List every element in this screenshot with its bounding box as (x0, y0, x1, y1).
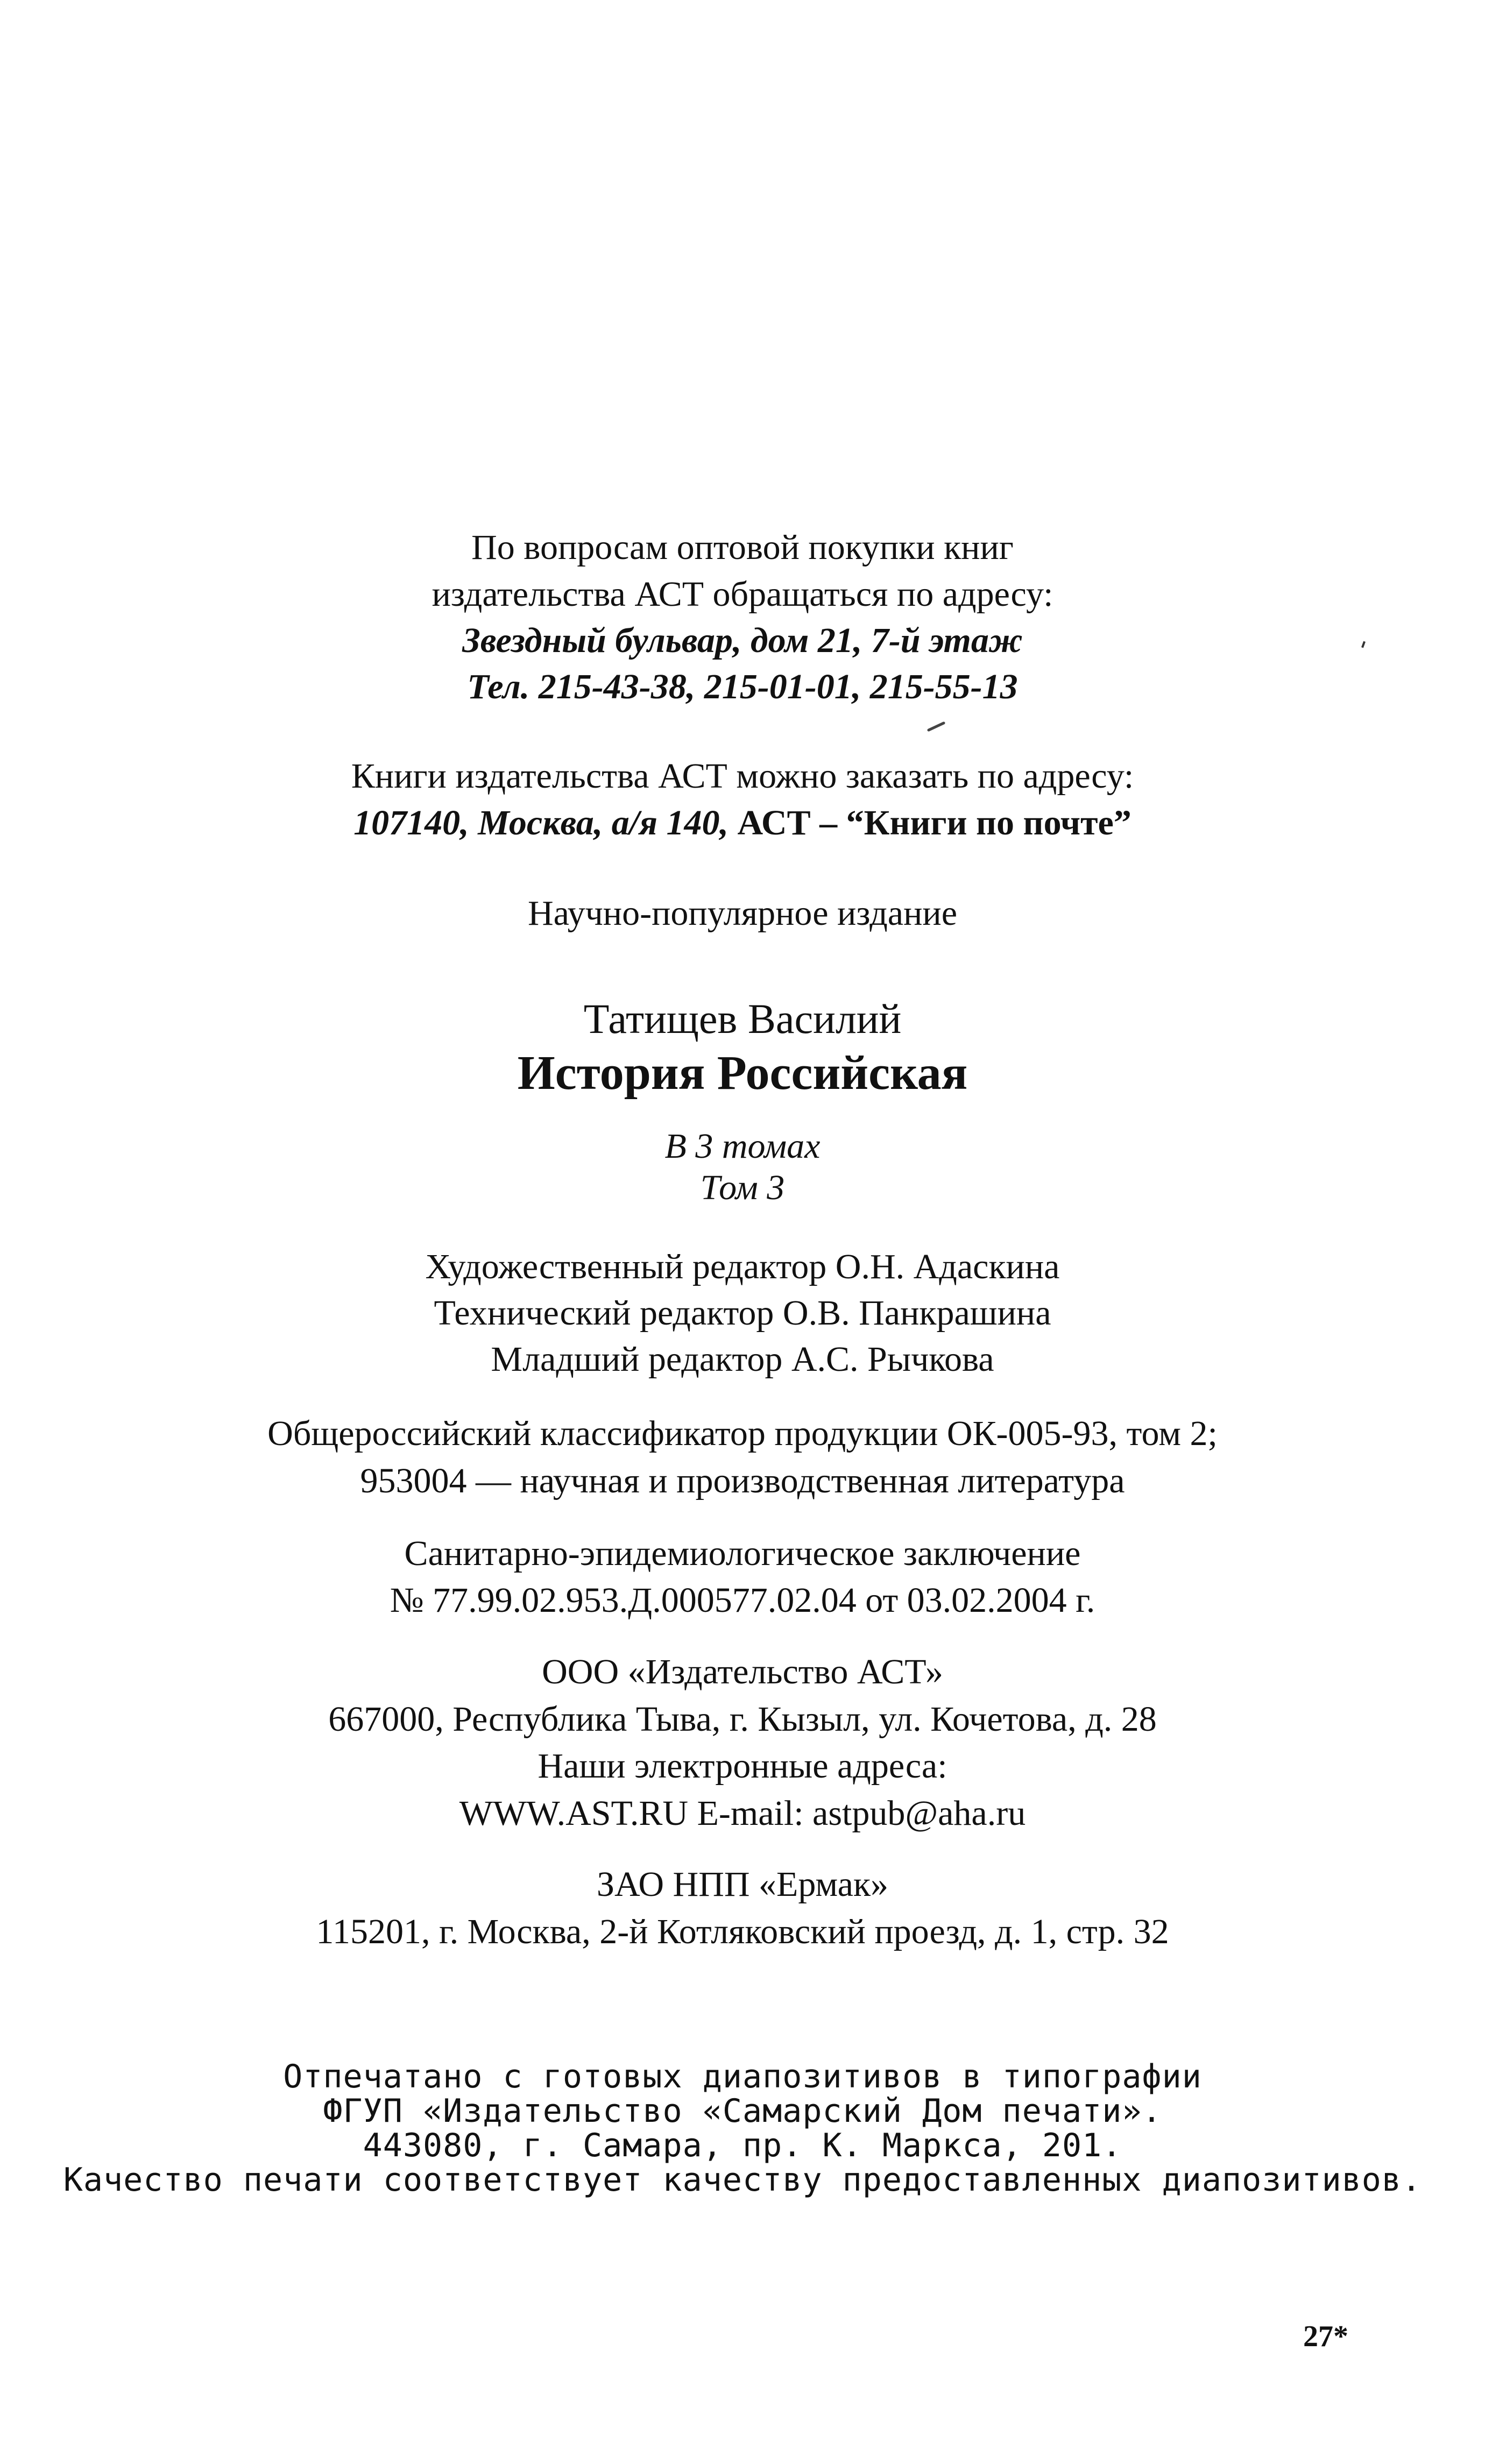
volume-current: Том 3 (700, 1168, 785, 1207)
publisher-name: ООО «Издательство АСТ» (542, 1652, 943, 1691)
sanitary-line-2: № 77.99.02.953.Д.000577.02.04 от 03.02.2004 г. (390, 1581, 1095, 1620)
wholesale-phones: Тел. 215-43-38, 215-01-01, 215-55-13 (467, 667, 1018, 706)
mail-order-address-italic: 107140, Москва, а/я 140, (353, 803, 729, 842)
mail-order-line-1: Книги издательства АСТ можно заказать по адресу: (351, 756, 1134, 796)
classifier-line-2: 953004 — научная и производственная литература (360, 1461, 1125, 1500)
wholesale-line-2: издательства АСТ обращаться по адресу: (432, 575, 1053, 614)
printing-line-3: 443080, г. Самара, пр. К. Маркса, 201. (363, 2127, 1122, 2164)
printing-line-4: Качество печати соответствует качеству предоставленных диапозитивов. (63, 2161, 1422, 2199)
editor-line: Художественный редактор О.Н. Адаскина (425, 1247, 1060, 1286)
co-publisher-name: ЗАО НПП «Ермак» (596, 1865, 889, 1904)
printing-line-1: Отпечатано с готовых диапозитивов в типографии (283, 2058, 1202, 2095)
wholesale-line-1: По вопросам оптовой покупки книг (471, 528, 1014, 567)
publisher-web-label: Наши электронные адреса: (538, 1746, 947, 1786)
book-title: История Российская (517, 1046, 968, 1100)
classifier-line-1: Общероссийский классификатор продукции ОК-005-93, том 2; (267, 1414, 1218, 1453)
page-number: 27* (1303, 2320, 1348, 2353)
scan-speck (927, 721, 946, 732)
editor-line: Младший редактор А.С. Рычкова (491, 1340, 994, 1379)
publisher-address: 667000, Республика Тыва, г. Кызыл, ул. Кочетова, д. 28 (328, 1700, 1157, 1739)
editor-line: Технический редактор О.В. Панкрашина (434, 1293, 1051, 1333)
volume-set: В 3 томах (664, 1127, 821, 1166)
edition-type: Научно-популярное издание (527, 894, 958, 933)
book-author: Татищев Василий (583, 995, 902, 1042)
mail-order-address (0, 805, 1485, 841)
wholesale-address: Звездный бульвар, дом 21, 7-й этаж (462, 621, 1023, 660)
co-publisher-address: 115201, г. Москва, 2-й Котляковский проезд, д. 1, стр. 32 (316, 1912, 1169, 1951)
mail-order-address-bold: АСТ – “Книги по почте” (729, 803, 1132, 842)
publisher-web: WWW.AST.RU E-mail: astpub@aha.ru (459, 1794, 1026, 1833)
sanitary-line-1: Санитарно-эпидемиологическое заключение (404, 1534, 1081, 1573)
printing-line-2: ФГУП «Издательство «Самарский Дом печати». (323, 2092, 1162, 2130)
